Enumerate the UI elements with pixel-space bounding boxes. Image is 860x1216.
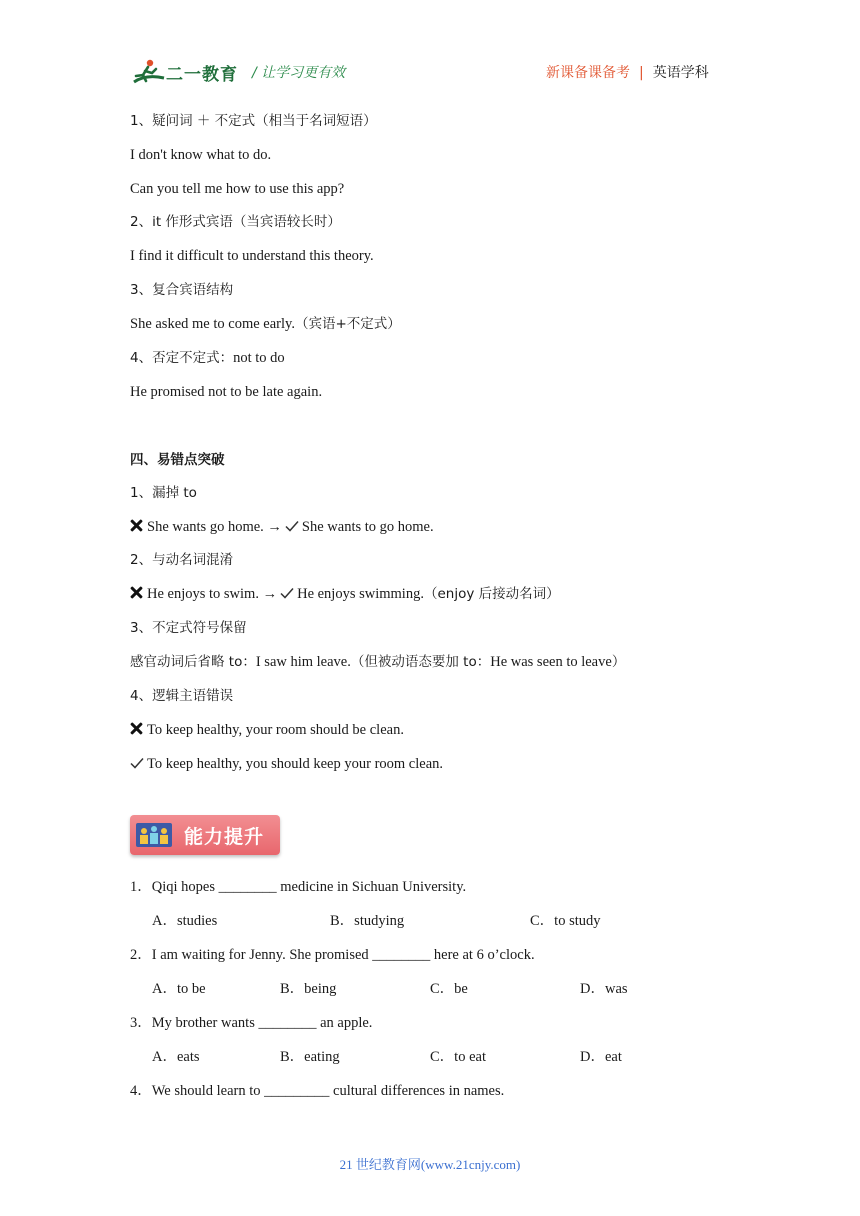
error-3-sentence: I saw him leave. — [255, 654, 351, 670]
question-3-option-a[interactable]: A．eats — [152, 1049, 200, 1065]
error-2-wrong: He enjoys to swim. — [147, 586, 259, 602]
error-4-right-line — [130, 754, 443, 774]
usage-example-1a: I don't know what to do. — [130, 147, 272, 163]
error-3-passive: He was seen to leave — [490, 654, 612, 670]
usage-example-4: He promised not to be late again. — [130, 384, 323, 400]
question-1-option-c[interactable]: C．to study — [530, 913, 601, 929]
question-3-option-c[interactable]: C．to eat — [430, 1049, 486, 1065]
usage-item-4-label: 4、否定不定式： — [130, 350, 234, 366]
error-3-rule: 感官动词后省略 to： — [130, 654, 256, 670]
wrong-x-icon — [130, 722, 143, 735]
error-3-title: 3、不定式符号保留 — [130, 620, 247, 636]
error-4-wrong-line — [130, 720, 404, 740]
check-icon — [130, 757, 144, 769]
check-icon — [280, 587, 294, 599]
usage-item-4-phrase: not to do — [233, 350, 285, 366]
question-4: 4．We should learn to _________ cultural differences in names. — [130, 1083, 505, 1099]
error-4-title: 4、逻辑主语错误 — [130, 688, 234, 704]
error-3-note: （但被动语态要加 to： — [350, 654, 491, 670]
slogan: / 让学习更有效 — [252, 65, 346, 81]
question-3-option-b[interactable]: B．eating — [280, 1049, 340, 1065]
error-3-example — [130, 652, 625, 672]
question-2-option-d[interactable]: D．was — [580, 981, 628, 997]
header-course-title: 新课备课备考 — [546, 65, 630, 81]
header-separator: | — [639, 65, 644, 81]
wrong-x-icon — [130, 519, 143, 532]
error-4-wrong: To keep healthy, your room should be clean. — [147, 722, 404, 738]
wrong-x-icon — [130, 586, 143, 599]
section-badge — [130, 815, 280, 855]
error-4-right: To keep healthy, you should keep your room clean. — [147, 756, 444, 772]
error-1-title: 1、漏掉 to — [130, 485, 197, 501]
usage-item-1: 1、疑问词 ＋ 不定式（相当于名词短语） — [130, 113, 377, 129]
logo-text: 二一教育 — [166, 65, 238, 85]
usage-item-4 — [130, 348, 285, 368]
badge-label: 能力提升 — [184, 826, 265, 848]
question-2: 2．I am waiting for Jenny. She promised ________ here at 6 o’clock. — [130, 947, 535, 963]
error-2-title: 2、与动名词混淆 — [130, 552, 234, 568]
question-3: 3．My brother wants ________ an apple. — [130, 1015, 373, 1031]
usage-item-3: 3、复合宾语结构 — [130, 282, 234, 298]
section-heading-errors: 四、易错点突破 — [130, 452, 225, 468]
people-icon — [136, 823, 172, 847]
error-1-right: She wants to go home. — [301, 519, 434, 535]
footer: 21 世纪教育网(www.21cnjy.com) — [339, 1157, 521, 1172]
question-2-option-a[interactable]: A．to be — [152, 981, 206, 997]
error-1-wrong: She wants go home. — [147, 519, 264, 535]
error-2-example — [130, 584, 560, 604]
arrow-right-icon: → — [262, 586, 278, 602]
page-header — [0, 0, 860, 100]
runner-logo-icon — [130, 58, 166, 88]
error-2-right: He enjoys swimming. — [297, 586, 424, 602]
usage-example-3-note: （宾语+不定式） — [294, 316, 401, 332]
usage-example-1b: Can you tell me how to use this app? — [130, 181, 345, 197]
error-3-close: ） — [611, 654, 626, 670]
error-1-example — [130, 517, 434, 537]
header-subject — [546, 62, 709, 82]
question-2-option-b[interactable]: B．being — [280, 981, 337, 997]
question-1: 1．Qiqi hopes ________ medicine in Sichuan University. — [130, 879, 467, 895]
question-1-option-b[interactable]: B．studying — [330, 913, 405, 929]
error-2-note: （enjoy 后接动名词） — [423, 586, 560, 602]
usage-example-2: I find it difficult to understand this theory. — [130, 248, 374, 264]
arrow-right-icon: → — [267, 519, 282, 535]
question-2-option-c[interactable]: C．be — [430, 981, 468, 997]
question-1-option-a[interactable]: A．studies — [152, 913, 218, 929]
logo — [130, 58, 242, 88]
header-subject-label: 英语学科 — [652, 65, 709, 81]
check-icon — [285, 520, 299, 532]
usage-example-3-en: She asked me to come early. — [130, 316, 295, 332]
question-3-option-d[interactable]: D．eat — [580, 1049, 622, 1065]
usage-item-2: 2、it 作形式宾语（当宾语较长时） — [130, 214, 341, 230]
usage-example-3 — [130, 314, 401, 334]
